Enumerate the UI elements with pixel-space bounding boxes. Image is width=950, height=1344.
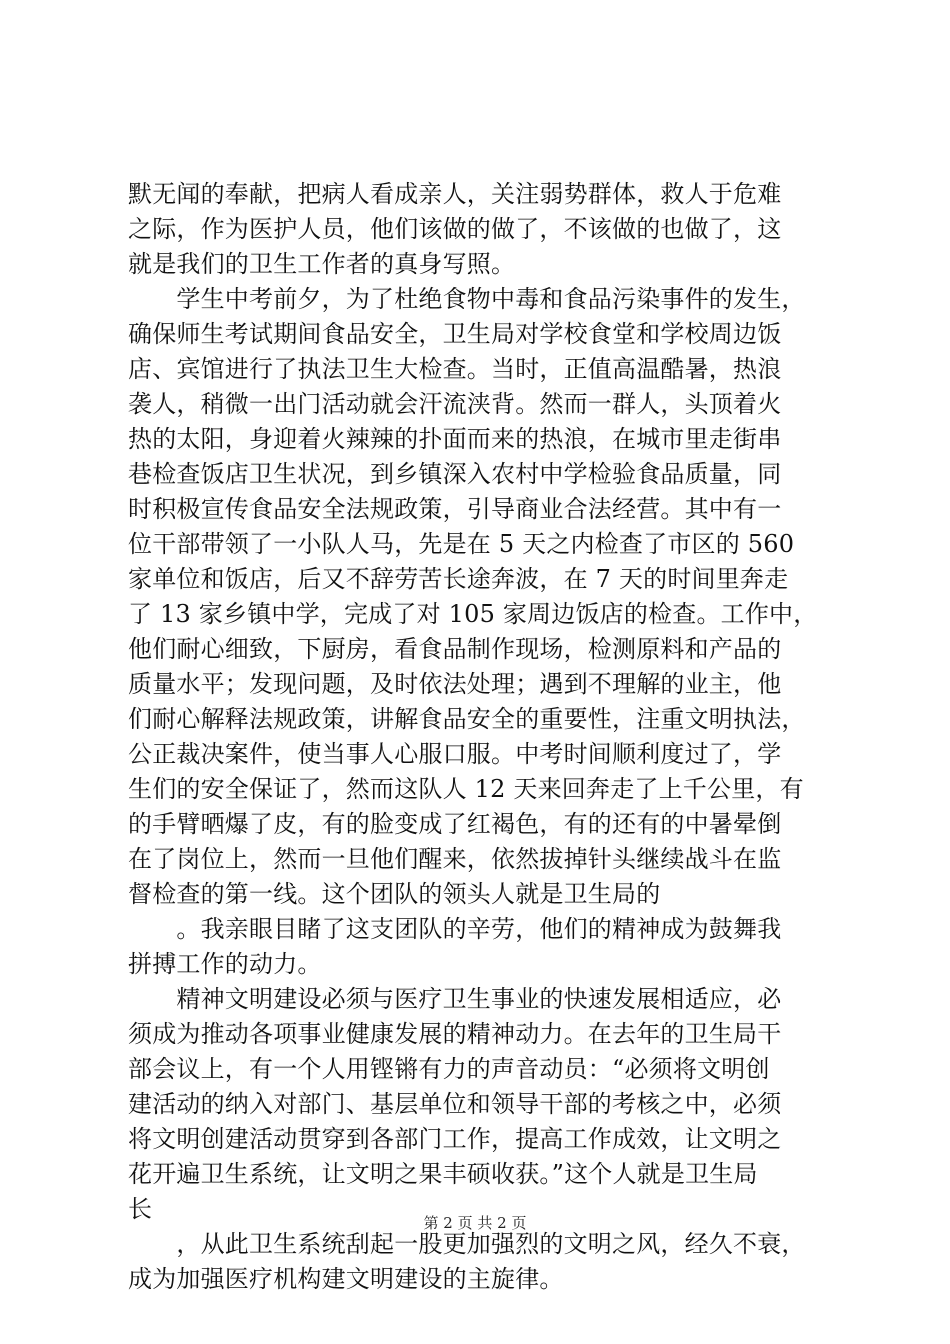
text-line: 拼搏工作的动力。 xyxy=(128,950,322,978)
text-line: 时积极宣传食品安全法规政策，引导商业合法经营。其中有一 xyxy=(128,495,782,523)
page-number: 第 2 页 共 2 页 xyxy=(423,1214,527,1232)
text-line: 确保师生考试期间食品安全，卫生局对学校食堂和学校周边饭 xyxy=(128,320,782,348)
text-line: 长 xyxy=(128,1195,153,1223)
body-text xyxy=(128,177,828,1297)
text-line: ，从此卫生系统刮起一股更加强烈的文明之风，经久不衰， xyxy=(128,1230,806,1258)
text-line: 巷检查饭店卫生状况，到乡镇深入农村中学检验食品质量，同 xyxy=(128,460,782,488)
text-line: 他们耐心细致，下厨房，看食品制作现场，检测原料和产品的 xyxy=(128,635,782,663)
text-line: 袭人，稍微一出门活动就会汗流浃背。然而一群人，头顶着火 xyxy=(128,390,782,418)
text-line: 公正裁决案件，使当事人心服口服。中考时间顺利度过了，学 xyxy=(128,740,782,768)
text-line: 建活动的纳入对部门、基层单位和领导干部的考核之中，必须 xyxy=(128,1090,782,1118)
text-line: 家单位和饭店，后又不辞劳苦长途奔波，在 7 天的时间里奔走 xyxy=(128,565,789,593)
text-line: 在了岗位上，然而一旦他们醒来，依然拔掉针头继续战斗在监 xyxy=(128,845,782,873)
text-line: 学生中考前夕，为了杜绝食物中毒和食品污染事件的发生， xyxy=(128,285,806,313)
text-line: 默无闻的奉献，把病人看成亲人，关注弱势群体，救人于危难 xyxy=(128,180,782,208)
text-line: 须成为推动各项事业健康发展的精神动力。在去年的卫生局干 xyxy=(128,1020,782,1048)
text-line: 精神文明建设必须与医疗卫生事业的快速发展相适应，必 xyxy=(128,985,782,1013)
text-line: 成为加强医疗机构建文明建设的主旋律。 xyxy=(128,1265,564,1293)
text-line: 位干部带领了一小队人马，先是在 5 天之内检查了市区的 560 xyxy=(128,530,795,558)
text-line: 店、宾馆进行了执法卫生大检查。当时，正值高温酷暑，热浪 xyxy=(128,355,782,383)
text-line: 的手臂晒爆了皮，有的脸变成了红褐色，有的还有的中暑晕倒 xyxy=(128,810,782,838)
text-line: 花开遍卫生系统，让文明之果丰硕收获。”这个人就是卫生局 xyxy=(128,1160,758,1188)
text-line: 。我亲眼目睹了这支团队的辛劳，他们的精神成为鼓舞我 xyxy=(128,915,782,943)
page-footer xyxy=(0,1213,950,1233)
text-line: 将文明创建活动贯穿到各部门工作，提高工作成效，让文明之 xyxy=(128,1125,782,1153)
text-line: 了 13 家乡镇中学，完成了对 105 家周边饭店的检查。工作中， xyxy=(128,600,818,628)
text-line: 生们的安全保证了，然而这队人 12 天来回奔走了上千公里，有 xyxy=(128,775,804,803)
text-line: 部会议上，有一个人用铿锵有力的声音动员：“必须将文明创 xyxy=(128,1055,770,1083)
text-line: 们耐心解释法规政策，讲解食品安全的重要性，注重文明执法， xyxy=(128,705,806,733)
text-line: 就是我们的卫生工作者的真身写照。 xyxy=(128,250,516,278)
text-line: 督检查的第一线。这个团队的领头人就是卫生局的 xyxy=(128,880,661,908)
text-line: 热的太阳，身迎着火辣辣的扑面而来的热浪，在城市里走街串 xyxy=(128,425,782,453)
text-line: 之际，作为医护人员，他们该做的做了，不该做的也做了，这 xyxy=(128,215,782,243)
text-line: 质量水平；发现问题，及时依法处理；遇到不理解的业主，他 xyxy=(128,670,782,698)
